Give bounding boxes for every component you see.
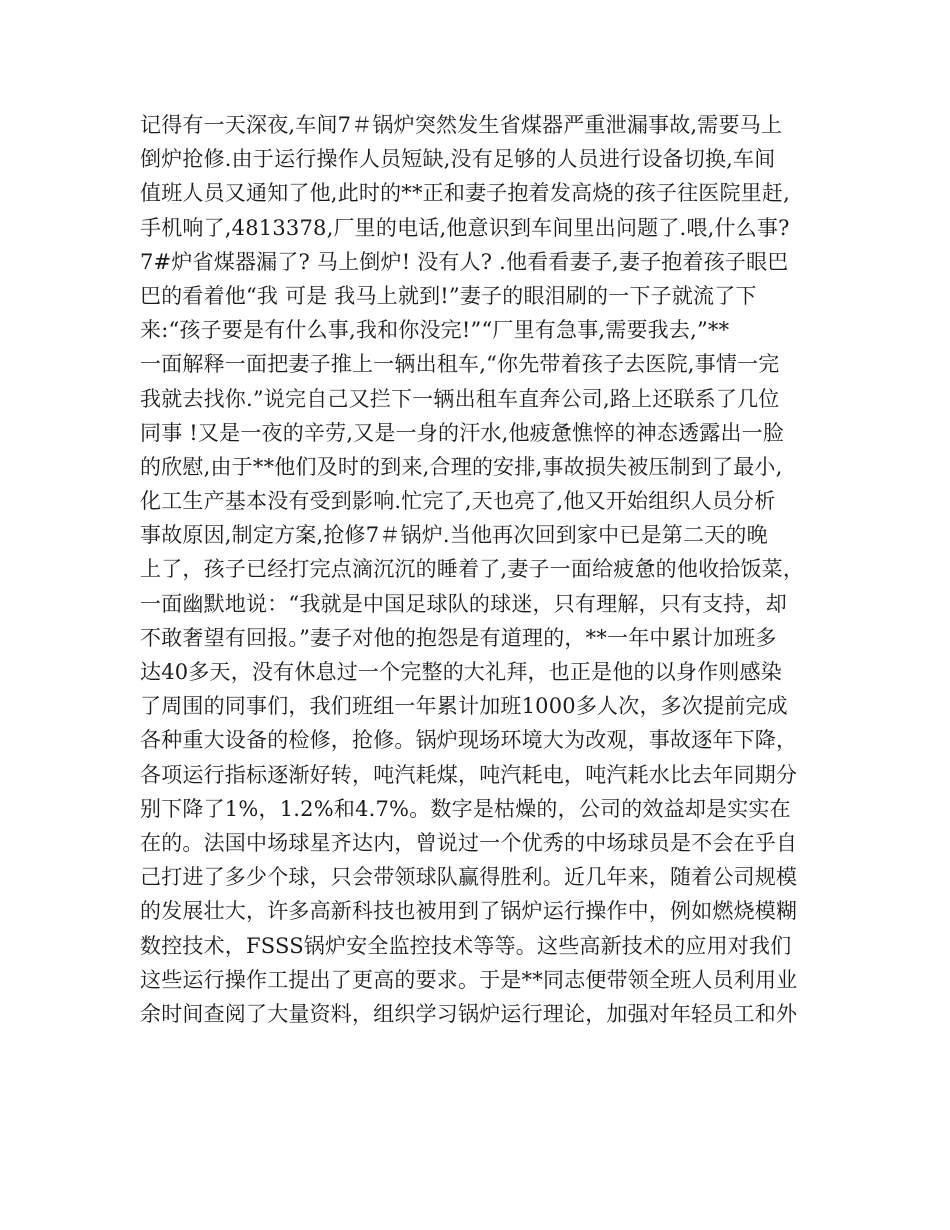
text-line: 来:“孩子要是有什么事,我和你没完!”“厂里有急事,需要我去,”** bbox=[140, 318, 730, 343]
text-line: 倒炉抢修.由于运行操作人员短缺,没有足够的人员进行设备切换,车间 bbox=[140, 147, 776, 172]
text-line: 在的。法国中场球星齐达内，曾说过一个优秀的中场球员是不会在乎自 bbox=[140, 830, 798, 855]
text-line: 巴的看着他“我 可是 我马上就到!”妻子的眼泪刷的一下子就流了下 bbox=[140, 283, 757, 308]
text-line: 各种重大设备的检修，抢修。锅炉现场环境大为改观，事故逐年下降， bbox=[140, 728, 798, 753]
text-line: 数控技术，FSSS锅炉安全监控技术等等。这些高新技术的应用对我们 bbox=[140, 933, 792, 958]
text-line: 别下降了1%，1.2%和4.7%。数字是枯燥的，公司的效益却是实实在 bbox=[140, 796, 791, 821]
text-line: 记得有一天深夜,车间7＃锅炉突然发生省煤器严重泄漏事故,需要马上 bbox=[140, 113, 783, 137]
text-line: 达40多天，没有休息过一个完整的大礼拜，也正是他的以身作则感染 bbox=[140, 660, 782, 684]
text-line: 一面幽默地说：“我就是中国足球队的球迷，只有理解，只有支持，却 bbox=[140, 591, 787, 616]
text-line: 了周围的同事们，我们班组一年累计加班1000多人次，多次提前完成 bbox=[140, 694, 788, 719]
body-text bbox=[140, 108, 820, 1031]
text-line: 手机响了,4813378,厂里的电话,他意识到车间里出问题了.喂,什么事? bbox=[140, 215, 790, 240]
text-line: 化工生产基本没有受到影响.忙完了,天也亮了,他又开始组织人员分析 bbox=[140, 489, 776, 514]
text-line: 我就去找你.”说完自己又拦下一辆出租车直奔公司,路上还联系了几位 bbox=[140, 386, 780, 411]
text-line: 各项运行指标逐渐好转，吨汽耗煤，吨汽耗电，吨汽耗水比去年同期分 bbox=[140, 762, 798, 787]
text-line: 的欣慰,由于**他们及时的到来,合理的安排,事故损失被压制到了最小, bbox=[140, 454, 783, 479]
text-line: 7#炉省煤器漏了? 马上倒炉! 没有人? .他看看妻子,妻子抱着孩子眼巴 bbox=[140, 249, 789, 274]
text-line: 这些运行操作工提出了更高的要求。于是**同志便带领全班人员利用业 bbox=[140, 967, 798, 992]
text-line: 一面解释一面把妻子推上一辆出租车,“你先带着孩子去医院,事情一完 bbox=[140, 352, 780, 377]
text-line: 余时间查阅了大量资料，组织学习锅炉运行理论，加强对年轻员工和外 bbox=[140, 1001, 798, 1026]
text-line: 同事 !又是一夜的辛劳,又是一身的汗水,他疲惫憔悴的神态透露出一脸 bbox=[140, 420, 785, 445]
text-line: 己打进了多少个球，只会带领球队赢得胜利。近几年来，随着公司规模 bbox=[140, 865, 798, 890]
text-line: 不敢奢望有回报。”妻子对他的抱怨是有道理的，**一年中累计加班多 bbox=[140, 625, 777, 650]
text-line: 上了，孩子已经打完点滴沉沉的睡着了,妻子一面给疲惫的他收拾饭菜， bbox=[140, 557, 805, 582]
text-line: 的发展壮大，许多高新科技也被用到了锅炉运行操作中，例如燃烧模糊 bbox=[140, 899, 798, 924]
text-line: 值班人员又通知了他,此时的**正和妻子抱着发高烧的孩子往医院里赶, bbox=[140, 181, 790, 206]
text-line: 事故原因,制定方案,抢修7＃锅炉.当他再次回到家中已是第二天的晚 bbox=[140, 523, 768, 548]
